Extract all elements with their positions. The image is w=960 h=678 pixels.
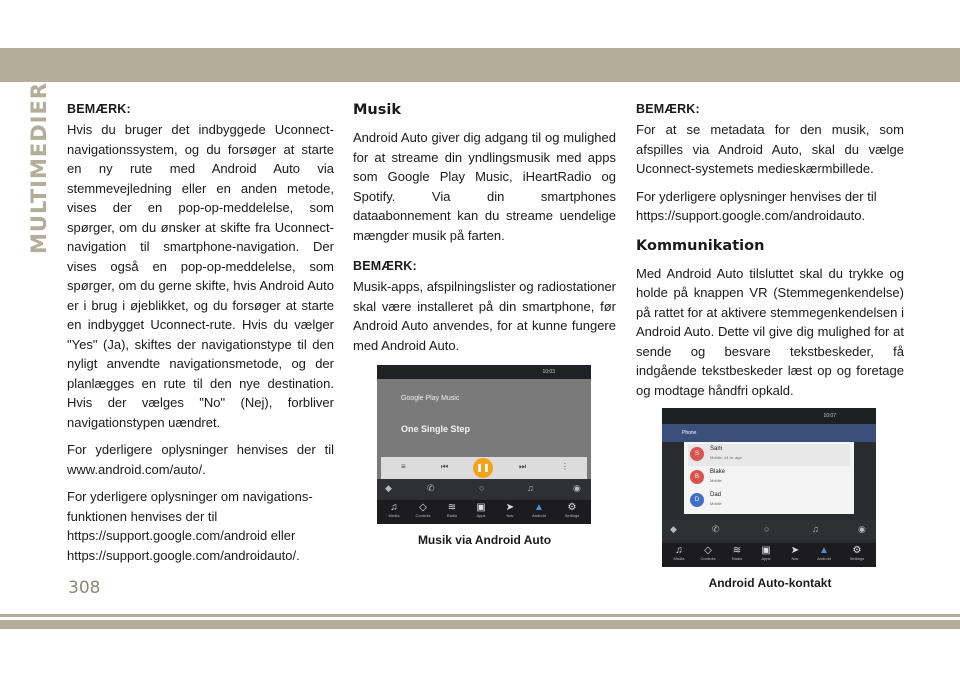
phone-screenshot [662,408,876,567]
note-heading: BEMÆRK: [353,259,417,273]
section-heading: Kommunikation [636,237,765,254]
app-title: Phone [682,430,697,436]
header-bar [0,48,960,82]
dock-item: ⚙ Settings [564,502,580,518]
status-time: 10:07 [823,413,836,419]
dock-item: ⚙ Settings [849,545,865,561]
column-2 [353,102,616,547]
headphones-icon: ♫ [527,483,534,493]
list-item [688,490,850,512]
paragraph: For yderligere oplysninger om navigations-funktionen henvises der til https://support.google.com/android eller https://support.google.com/androidauto/. [67,489,313,563]
page-number: 308 [68,578,101,598]
headphones-icon: ♫ [812,524,819,534]
mic-icon: ◉ [573,483,581,493]
mic-icon: ◉ [858,524,866,534]
section-side-tab [24,82,54,254]
list-item [688,444,850,466]
more-icon: ⋮ [561,462,569,471]
home-icon: ○ [479,483,485,493]
paragraph: Musik-apps, afspilningslister og radiostationer skal være installeret på din smartphone, før Android Auto anvendes, for at kunne fungere med Android Auto. [353,279,617,353]
phone-icon: ✆ [712,524,720,534]
previous-icon: ⏮ [441,462,449,471]
dock-item: ▣ Apps [476,502,486,518]
paragraph: For yderligere oplysninger henvises der til www.android.com/auto/. [67,442,334,477]
dock-item: ▲ Android [817,545,831,561]
dock-item: ♫ Media [388,502,400,518]
dock-bar [662,543,876,567]
paragraph: Android Auto giver dig adgang til og mulighed for at streame din yndlingsmusik med apps som Google Play Music, iHeartRadio og Spotify. Via din smartphones dataabonnement kan du streame uendelige mængder musik på farten. [353,130,616,243]
paragraph: Med Android Auto tilsluttet skal du trykke og holde på knappen VR (Stemmegenkendelse) på rattet for at aktivere stemmegenkendelsen i Android Auto. Dette vil give dig mulighed for at sende og besvare tekstbeskeder, få indgående tekstbeskeder læst op og foretage og modtage håndfri opkald. [636,265,904,398]
playback-controls [381,457,587,479]
next-icon: ⏭ [519,462,527,471]
avatar: D [690,493,704,507]
dock-bar [377,500,591,524]
note-heading: BEMÆRK: [636,102,700,116]
status-time: 10:03 [542,369,555,375]
column-1 [67,102,334,573]
note-heading: BEMÆRK: [67,102,131,116]
column-3 [636,102,904,590]
phone-icon: ✆ [427,483,435,493]
dock-item: ≋ Radio [446,502,458,518]
dock-item: ➤ Nav [790,545,800,561]
dock-item: ➤ Nav [505,502,515,518]
song-title: One Single Step [401,424,471,434]
paragraph: For yderligere oplysninger henvises der til https://support.google.com/androidauto. [636,188,877,223]
dock-item: ◇ Controls [700,545,716,561]
figure-caption: Musik via Android Auto [417,533,552,547]
footer-bar [0,620,960,629]
nav-bar [662,520,876,540]
contact-name: Dad [710,492,722,498]
page-top-margin [0,0,960,48]
section-side-tab-label: MULTIMEDIER [27,82,51,254]
dock-item: ♫ Media [673,545,685,561]
app-bar [662,424,876,442]
status-bar [662,408,876,424]
navigation-icon: ◆ [385,483,392,493]
contact-name: Sam [710,446,723,452]
paragraph: For at se metadata for den musik, som afspilles via Android Auto, skal du vælge Uconnect-systemets medieskærmbillede. [636,122,904,176]
navigation-icon: ◆ [670,524,677,534]
nav-bar [377,479,591,499]
avatar: S [690,447,704,461]
music-screenshot [377,365,591,524]
home-icon: ○ [764,524,770,534]
dock-item: ◇ Controls [415,502,431,518]
thumb-icon: ≡ [401,462,406,471]
dock-item: ▲ Android [532,502,546,518]
dock-item: ▣ Apps [761,545,771,561]
section-heading: Musik [353,102,401,118]
avatar: B [690,470,704,484]
paragraph: Hvis du bruger det indbyggede Uconnect-navigationssystem, og du forsøger at starte en ny rute med Android Auto via stemmevejledning eller en anden metode, vises der en pop-op-meddelelse, som spørger, om du ønsker at skifte fra Uconnect-navigation til smartphone-navigation. Der vises også en pop-op-meddelelse, som spørger, om du gerne skifte, hvis Android Auto er i brug i øjeblikket, og du forsøger at starte en indbygget Uconnect-rute. Hvis du vælger "Yes" (Ja), skiftes der navigationstype til den nyligt anvendte navigationsmetode, og der planlægges en rute til den nye destination. Hvis der vælges "No" (Nej), forbliver navigationstypen uændret. [67,122,334,430]
contact-list [684,442,854,514]
now-playing-card [377,379,591,479]
app-title: Google Play Music [401,395,460,402]
contact-detail: Mobile [710,501,722,506]
status-bar [377,365,591,379]
figure-caption: Android Auto-kontakt [708,576,832,590]
dock-item: ≋ Radio [731,545,743,561]
contact-detail: Mobile, 14 hr. ago [710,455,742,460]
footer-rule [0,614,960,617]
list-item [688,467,850,489]
contact-detail: Mobile [710,478,722,483]
pause-icon: ❚❚ [473,458,493,478]
contact-name: Blake [710,469,726,475]
